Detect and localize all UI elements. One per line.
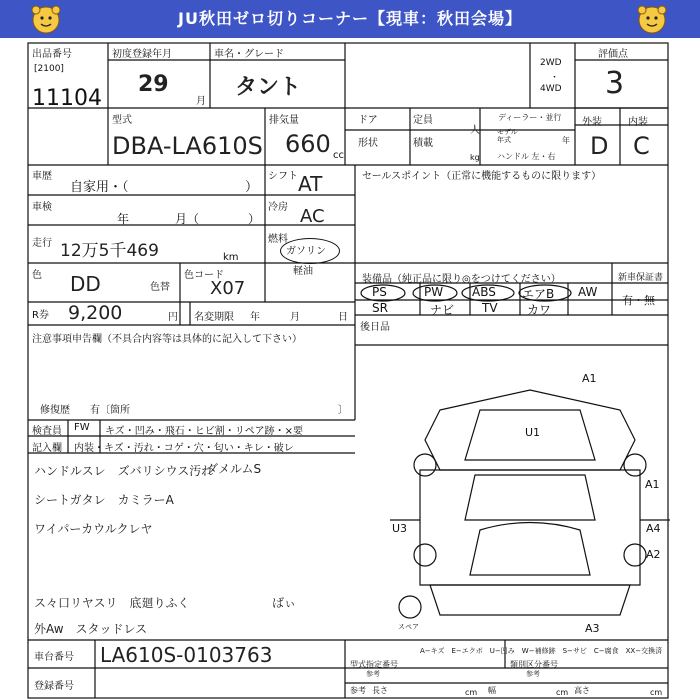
inspector-note-right: ダメルムS [206, 462, 262, 476]
capacity-unit: 人 [470, 125, 480, 136]
diagram-mark: U1 [525, 426, 541, 439]
dealer-label: ディーラー・並行 [498, 113, 562, 122]
mileage-value: 12万5千469 [60, 241, 159, 261]
inspector-note: シートガタレ カミラーA [34, 493, 174, 507]
color-code-label: 色コード [184, 270, 224, 281]
inspector-note: ハンドルスレ ズバリシウス汚れ [34, 464, 214, 478]
type-spec-label: 型式指定番号 [350, 660, 398, 669]
sales-point-label: セールスポイント（正常に機能するものに限ります） [362, 171, 602, 182]
equipment-label: 装備品（純正品に限り◎をつけてください） [362, 274, 561, 285]
type-spec-sub: 参考 [366, 670, 380, 678]
car-damage-diagram [380, 370, 670, 640]
color-code: X07 [210, 278, 246, 299]
dims-width-unit: cm [556, 688, 569, 697]
drive-2wd: 2WD [540, 58, 562, 68]
equip-sr: SR [372, 301, 388, 315]
diagram-mark: A4 [646, 522, 661, 535]
model-value: DBA-LA610S [112, 132, 263, 160]
rating-label: 評価点 [598, 49, 628, 60]
equip-airbag: エアB [522, 287, 555, 301]
history-close: ） [245, 180, 259, 195]
dims-height: 高さ [574, 686, 590, 695]
diagram-mark: U3 [392, 522, 408, 535]
doors-label: ドア [358, 115, 378, 126]
warranty-value: 有・無 [622, 294, 655, 307]
reg-no-label: 登録番号 [34, 681, 74, 692]
spare-label: スペア [398, 623, 419, 631]
mileage-unit: km [223, 252, 239, 263]
dims-length: 長さ [372, 686, 388, 695]
equip-aw: AW [578, 285, 598, 299]
post-day-label: 後日品 [360, 322, 390, 333]
fuel-diesel: 軽油 [293, 266, 313, 277]
diagram-mark: A2 [646, 548, 661, 561]
rating-value: 3 [605, 66, 625, 101]
color-label: 色 [32, 270, 42, 281]
diagram-mark: A1 [582, 372, 597, 385]
inspection-label: 車検 [32, 202, 52, 213]
displacement-label: 排気量 [269, 115, 299, 126]
chassis-label: 車台番号 [34, 652, 74, 663]
notes-label: 注意事項申告欄（不具合内容等は具体的に記入して下さい） [32, 334, 302, 345]
dims-width: 幅 [488, 686, 496, 695]
repair-label: 修復歴 有〔箇所 [40, 405, 130, 416]
lot-number: 11104 [32, 86, 102, 111]
registration-label: 初度登録年月 [112, 49, 172, 60]
diagram-mark: A1 [645, 478, 660, 491]
equip-leather: カワ [527, 303, 552, 317]
repair-close: 〕 [338, 405, 348, 416]
registration-month-unit: 月 [196, 96, 206, 107]
inspection-month: 月（ [175, 212, 200, 226]
equipment-circles [355, 283, 605, 303]
history-label: 車歴 [32, 171, 52, 182]
check-label-2: 記入欄 [32, 443, 62, 454]
equip-abs: ABS [472, 285, 496, 299]
fuel-circle [280, 238, 340, 264]
check-row-1: キズ・凹み・飛石・ヒビ割・リペア跡・×要 [105, 426, 303, 437]
owner-year: 年 [250, 312, 260, 323]
inspector-note: ス々口リヤスリ 底廻りふく [34, 596, 190, 610]
dims-ref: 参考 [350, 686, 366, 695]
recycle-value: 9,200 [68, 302, 123, 324]
class-no-label: 類別区分番号 [510, 660, 558, 669]
recycle-label: R券 [32, 310, 49, 321]
ac-value: AC [300, 206, 325, 227]
diagram-mark: A3 [585, 622, 600, 635]
inspection-year: 年 [117, 212, 130, 226]
dims-length-unit: cm [465, 688, 478, 697]
drive-4wd: 4WD [540, 84, 562, 94]
fuel-label: 燃料 [268, 234, 288, 245]
displacement-unit: cc [333, 150, 344, 161]
mileage-label: 走行 [32, 238, 52, 249]
fuel-gasoline: ガソリン [286, 246, 326, 257]
interior-grade: C [633, 132, 650, 160]
owner-day: 日 [338, 312, 348, 323]
equip-navi: ナビ [430, 303, 455, 317]
history-value: 自家用・（ [70, 180, 129, 195]
ac-label: 冷房 [268, 202, 288, 213]
check-label-1: 検査員 [32, 426, 62, 437]
owner-label: 名変期限 [194, 312, 234, 323]
handle-label: ハンドル 左・右 [497, 152, 556, 161]
color-value: DD [70, 272, 101, 296]
lot-code: [2100] [34, 64, 64, 74]
dims-height-unit: cm [650, 688, 663, 697]
exterior-grade: D [590, 132, 609, 160]
equip-tv: TV [482, 301, 498, 315]
interior-label: 内装 [628, 117, 648, 128]
model-label: 型式 [112, 115, 132, 126]
recycle-unit: 円 [168, 312, 178, 323]
check-row-2: 内装・キズ・汚れ・コゲ・穴・匂い・キレ・破レ [74, 443, 294, 454]
check-fw: FW [74, 422, 90, 433]
equip-ps: PS [372, 285, 387, 299]
displacement-value: 660 [285, 130, 331, 158]
lot-label: 出品番号 [32, 49, 72, 60]
load-unit: kg [470, 153, 480, 162]
class-no-sub: 参考 [526, 670, 540, 678]
car-name-value: タント [235, 75, 302, 100]
shape-label: 形状 [358, 138, 378, 149]
owner-month: 月 [290, 312, 300, 323]
drive-dot: ・ [550, 73, 560, 83]
inspector-note: 外Aw スタッドレス [34, 622, 148, 636]
warranty-label: 新車保証書 [618, 273, 664, 283]
color-replace-label: 色替 [150, 282, 170, 293]
model-year-unit: 年 [562, 136, 570, 145]
inspection-close: ） [248, 212, 261, 226]
page-title: JU秋田ゼロ切りコーナー【現車：秋田会場】 [178, 9, 522, 28]
chassis-value: LA610S-0103763 [100, 643, 273, 667]
equip-pw: PW [424, 285, 444, 299]
damage-legend: A−キズ E−エクボ U−凹み W−補修跡 S−サビ C−腐食 XX−交換済 [420, 647, 663, 655]
inspector-note: ワイパーカウルクレヤ [34, 522, 153, 536]
load-label: 積載 [413, 138, 433, 149]
capacity-label: 定員 [413, 115, 433, 126]
model-year-label: モデル 年式 [497, 128, 518, 144]
registration-year: 29 [138, 72, 169, 97]
shift-value: AT [298, 172, 323, 196]
inspector-note-bottom: ばぃ [272, 596, 297, 610]
shift-label: シフト [268, 171, 298, 182]
car-name-label: 車名・グレード [214, 49, 284, 60]
exterior-label: 外装 [582, 117, 602, 128]
